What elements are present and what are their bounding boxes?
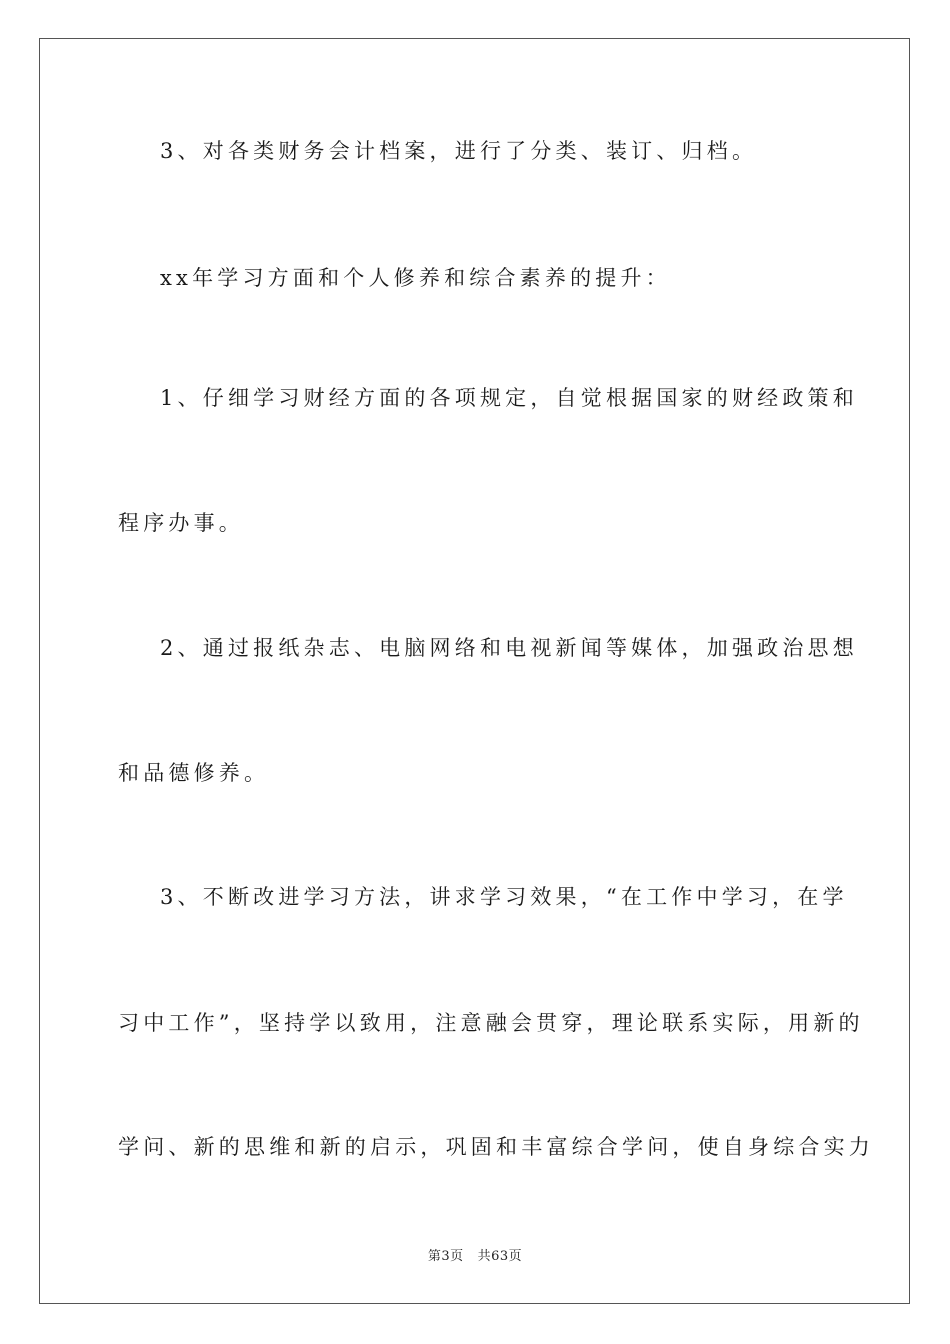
page-total: 共63页	[477, 1249, 523, 1264]
paragraph-item-3-line-2: 习中工作”，坚持学以致用，注意融会贯穿，理论联系实际，用新的	[118, 1011, 864, 1035]
page-border	[39, 38, 910, 1304]
page-footer	[0, 1245, 950, 1264]
paragraph-item-3-line-3: 学问、新的思维和新的启示，巩固和丰富综合学问，使自身综合实力	[118, 1135, 874, 1159]
paragraph-archives: 3、对各类财务会计档案，进行了分类、装订、归档。	[160, 139, 758, 163]
paragraph-item-3-line-1: 3、不断改进学习方法，讲求学习效果，“在工作中学习，在学	[160, 885, 848, 909]
section-heading: xx年学习方面和个人修养和综合素养的提升：	[160, 266, 671, 290]
paragraph-item-2-line-1: 2、通过报纸杂志、电脑网络和电视新闻等媒体，加强政治思想	[160, 636, 858, 660]
page-number: 第3页	[427, 1249, 464, 1264]
paragraph-item-1-line-2: 程序办事。	[118, 511, 244, 535]
paragraph-item-1-line-1: 1、仔细学习财经方面的各项规定，自觉根据国家的财经政策和	[160, 386, 858, 410]
paragraph-item-2-line-2: 和品德修养。	[118, 761, 270, 785]
